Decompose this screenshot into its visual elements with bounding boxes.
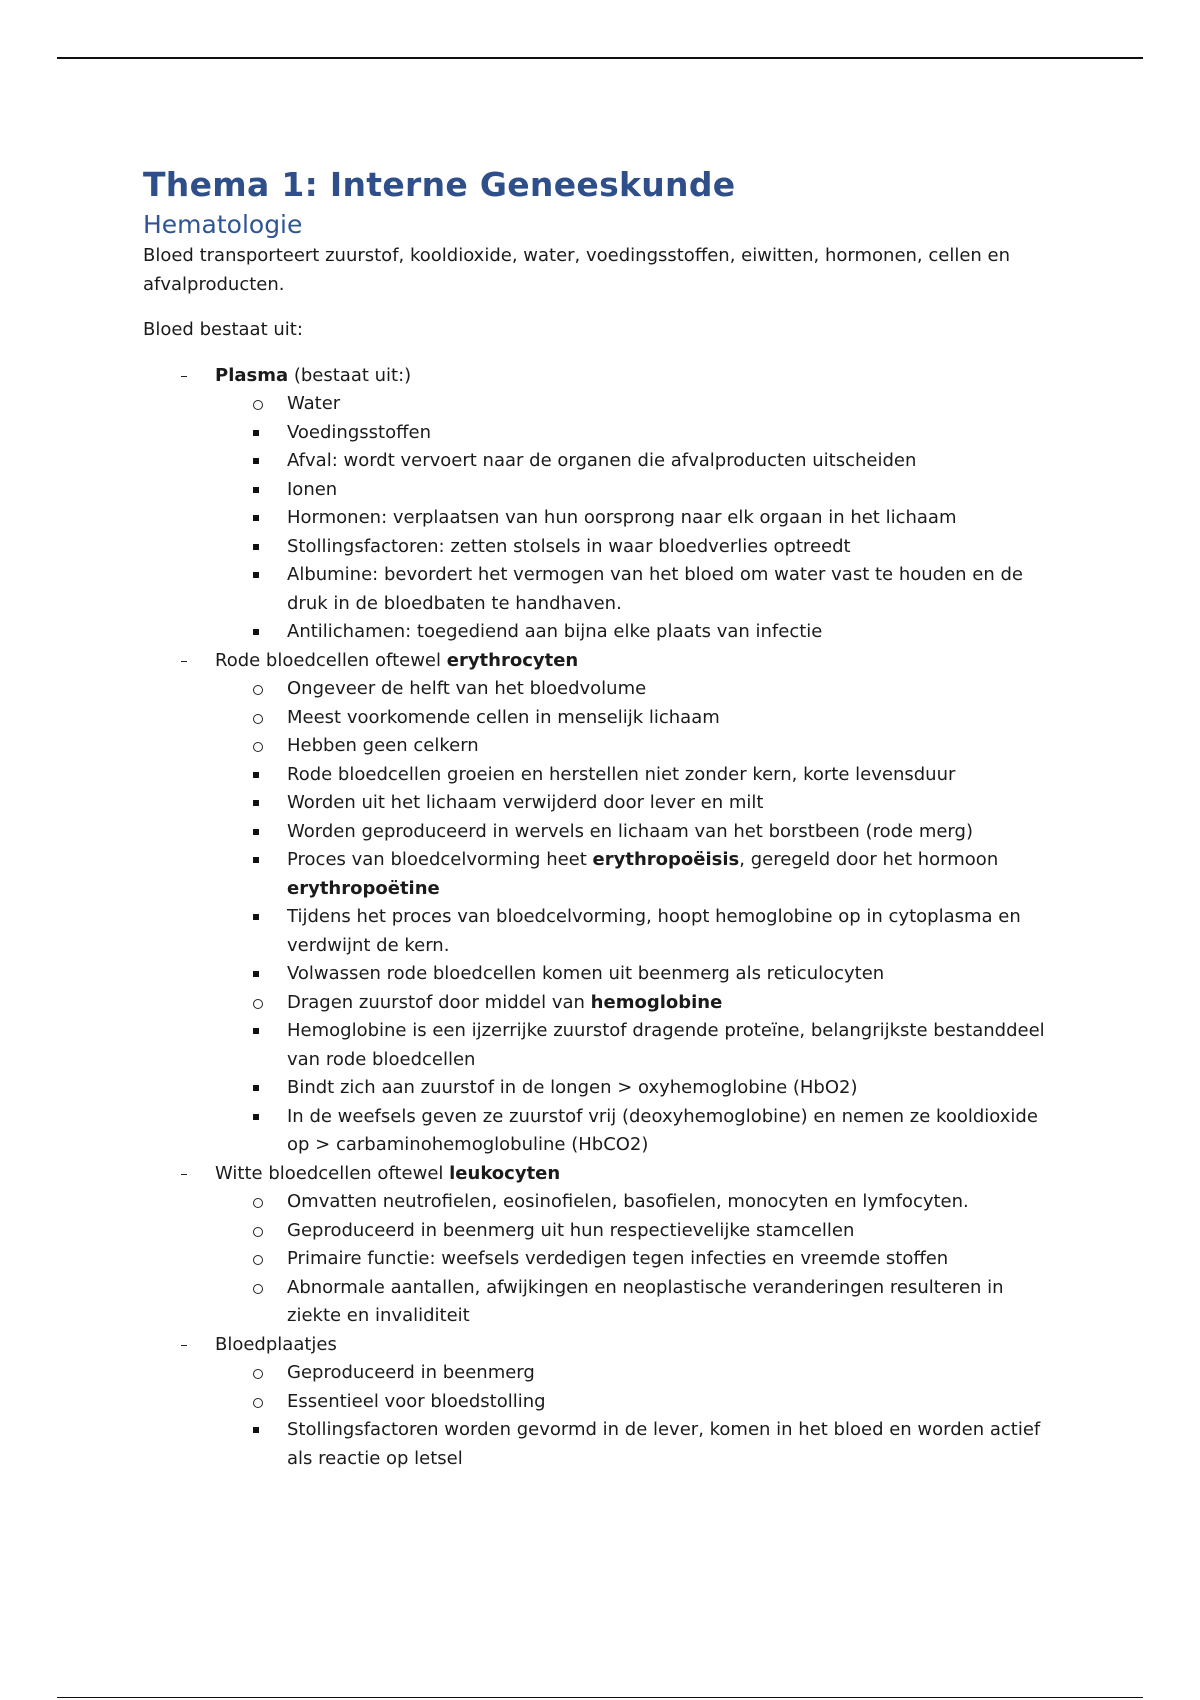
list-item: Meest voorkomende cellen in menselijk lichaam [287,706,720,728]
leukocytes-term: leukocyten [449,1162,561,1184]
list-item-plasma [143,362,1063,647]
list-item: Stollingsfactoren worden gevormd in de lever, komen in het bloed en worden actief als reactie op letsel [287,1419,1041,1469]
list-item: Albumine: bevordert het vermogen van het bloed om water vast te houden en de druk in de bloedbaten te handhaven. [287,564,1023,614]
page-title: Thema 1: Interne Geneeskunde [143,165,736,204]
list-item: Hebben geen celkern Rode bloedcellen groeien en herstellen niet zonder kern, korte levensduur Worden uit het lichaam verwijderd door lever en milt Worden geproduceerd in wervels en lichaam van het borstbeen (rode merg) Proces van bloedcelvorming heet erythropoëisis, geregeld door het hormoon erythropoëtine Tijdens het proces van bloedcelvorming, hoopt hemoglobine op in cytoplasma en verdwijnt de kern. Volwassen rode bloedcellen komen uit beenmerg als reticulocyten [215,732,1063,989]
list-item: Afval: wordt vervoert naar de organen die afvalproducten uitscheiden [287,450,917,471]
hemoglobine-sublist [215,1017,1063,1160]
list-item: Dragen zuurstof door middel van hemoglobine Hemoglobine is een ijzerrijke zuurstof dragende proteïne, belangrijkste bestanddeel van rode bloedcellen Bindt zich aan zuurstof in de longen > oxyhemoglobine (HbO2) In de weefsels geven ze zuurstof vrij (deoxyhemoglobine) en nemen ze kooldioxide op > carbaminohemoglobuline (HbCO2) [215,989,1063,1160]
term-hemoglobine: hemoglobine [590,991,723,1013]
list-item: Hormonen: verplaatsen van hun oorsprong naar elk orgaan in het lichaam [287,507,957,528]
bloedstolling-sublist [215,1416,1063,1473]
list-item-water: Water Voedingsstoffen Afval: wordt vervoert naar de organen die afvalproducten uitscheiden Ionen Hormonen: verplaatsen van hun oorsprong naar elk orgaan in het lichaam Stollingsfactoren: zetten stolsels in waar bloedverlies optreedt Albumine: bevordert het vermogen van het bloed om water vast te houden en de druk in de bloedbaten te handhaven. Antilichamen: toegediend aan bijna elke plaats van infectie [215,390,1063,647]
list-item: Tijdens het proces van bloedcelvorming, hoopt hemoglobine op in cytoplasma en verdwijnt de kern. [287,906,1021,956]
footer-rule [57,1697,1143,1698]
header-rule [57,57,1143,59]
blood-components-list [143,362,1063,1474]
water-sublist [215,419,1063,647]
list-item: Omvatten neutrofielen, eosinofielen, basofielen, monocyten en lymfocyten. [287,1191,969,1212]
list-item: Geproduceerd in beenmerg [287,1362,535,1383]
list-item: Volwassen rode bloedcellen komen uit beenmerg als reticulocyten [287,963,885,984]
list-item-platelets: Bloedplaatjes Geproduceerd in beenmerg Essentieel voor bloedstolling Stollingsfactoren worden gevormd in de lever, komen in het bloed en worden actief als reactie op letsel [143,1331,1063,1474]
document-body [143,163,1063,1473]
erythrocytes-term: erythrocyten [446,649,579,671]
list-item: Proces van bloedcelvorming heet erythropoëisis, geregeld door het hormoon erythropoëtine [287,849,999,899]
platelets-sublist [215,1359,1063,1473]
list-item: Worden uit het lichaam verwijderd door lever en milt [287,792,764,813]
list-item-leukocytes: Witte bloedcellen oftewel leukocyten Omvatten neutrofielen, eosinofielen, basofielen, monocyten en lymfocyten. Geproduceerd in beenmerg uit hun respectievelijke stamcellen Primaire functie: weefsels verdedigen tegen infecties en vreemde stoffen Abnormale aantallen, afwijkingen en neoplastische veranderingen resulteren in ziekte en invaliditeit [143,1160,1063,1331]
erythrocytes-sublist [215,675,1063,1160]
list-item: Ongeveer de helft van het bloedvolume [287,678,647,699]
list-item: Bindt zich aan zuurstof in de longen > oxyhemoglobine (HbO2) [287,1077,858,1098]
plasma-label-rest: (bestaat uit:) [288,364,412,386]
list-item: Geproduceerd in beenmerg uit hun respectievelijke stamcellen [287,1219,855,1241]
list-item-erythrocytes: Rode bloedcellen oftewel erythrocyten Ongeveer de helft van het bloedvolume Meest voorkomende cellen in menselijk lichaam Hebben geen celkern Rode bloedcellen groeien en herstellen niet zonder kern, korte levensduur Worden uit het lichaam verwijderd door lever en milt Worden geproduceerd in wervels en lichaam van het borstbeen (rode merg) Proces van bloedcelvorming heet erythropoëisis, geregeld door het hormoon erythropoëtine Tijdens het proces van bloedcelvorming, hoopt hemoglobine op in cytoplasma en verdwijnt de kern. Volwassen rode bloedcellen komen uit beenmerg als reticulocyten Dragen zuurstof door middel van hemoglobine Hemoglobine is een ijzerrijke zuurstof dragende proteïne, belangrijkste bestanddeel van rode bloedcellen Bindt zich aan zuurstof in de longen > oxyhemoglobine (HbO2) In de weefsels geven ze zuurstof vrij (deoxyhemoglobine) en nemen ze kooldioxide op > carbaminohemoglobuline (HbCO2) [143,647,1063,1160]
list-item: Abnormale aantallen, afwijkingen en neoplastische veranderingen resulteren in ziekte en invaliditeit [287,1276,1004,1326]
plasma-label: Plasma [215,364,289,386]
term-erythropoietine: erythropoëtine [287,877,440,899]
list-item: Rode bloedcellen groeien en herstellen niet zonder kern, korte levensduur [287,763,956,785]
list-item: Ionen [287,478,338,500]
plasma-sublist [215,390,1063,647]
list-item: Antilichamen: toegediend aan bijna elke plaats van infectie [287,621,823,642]
celkern-sublist [215,761,1063,989]
list-item: Hemoglobine is een ijzerrijke zuurstof dragende proteïne, belangrijkste bestanddeel van rode bloedcellen [287,1020,1045,1070]
list-item: Stollingsfactoren: zetten stolsels in waar bloedverlies optreedt [287,535,851,557]
term-erythropoeisis: erythropoëisis [592,849,740,870]
intro-paragraph: Bloed transporteert zuurstof, kooldioxide, water, voedingsstoffen, eiwitten, hormonen, cellen en afvalproducten. [143,245,1011,295]
list-item: Essentieel voor bloedstolling Stollingsfactoren worden gevormd in de lever, komen in het bloed en worden actief als reactie op letsel [215,1388,1063,1474]
list-item: Worden geproduceerd in wervels en lichaam van het borstbeen (rode merg) [287,820,973,842]
list-item: In de weefsels geven ze zuurstof vrij (deoxyhemoglobine) en nemen ze kooldioxide op > carbaminohemoglobuline (HbCO2) [287,1105,1038,1155]
leukocytes-sublist [215,1188,1063,1331]
list-item: Primaire functie: weefsels verdedigen tegen infecties en vreemde stoffen [287,1248,949,1269]
list-item: Voedingsstoffen [287,421,431,443]
section-heading: Hematologie [143,210,303,239]
composition-intro: Bloed bestaat uit: [143,319,303,340]
